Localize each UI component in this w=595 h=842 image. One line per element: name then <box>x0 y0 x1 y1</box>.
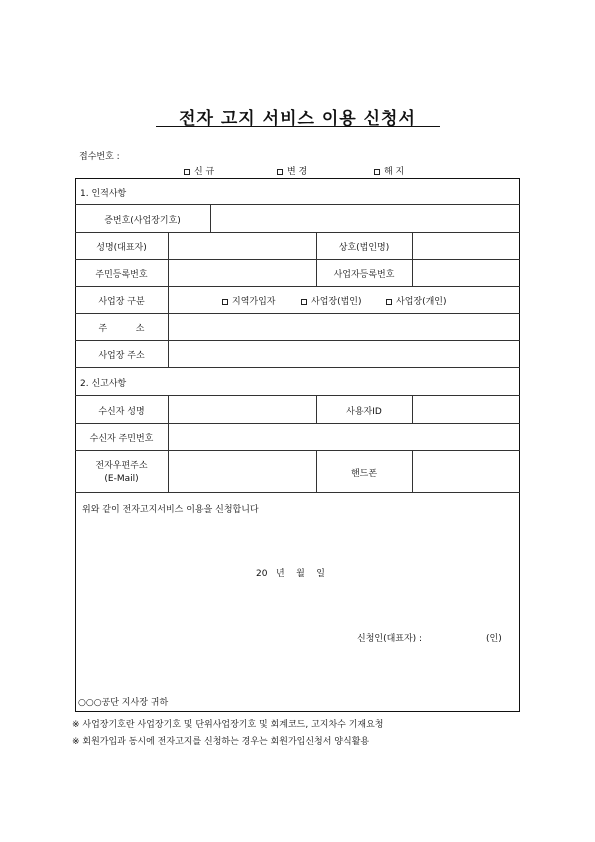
company-field[interactable] <box>413 233 519 259</box>
seal-mark: (인) <box>486 634 502 644</box>
workplace-option-regional[interactable] <box>222 294 275 307</box>
section2-heading: 2. 신고사항 <box>80 379 127 389</box>
option-change-label: 변 경 <box>287 167 308 177</box>
name-label: 성명(대표자) <box>96 243 147 253</box>
user-id-field[interactable] <box>413 396 519 423</box>
option-new[interactable] <box>184 164 214 177</box>
section1-heading: 1. 인적사항 <box>80 189 127 199</box>
address-label: 주 소 <box>98 324 145 334</box>
declaration-text: 위와 같이 전자고지서비스 이용을 신청합니다 <box>82 505 259 515</box>
workplace-address-field[interactable] <box>169 341 519 367</box>
applicant-signature-field[interactable] <box>432 629 486 643</box>
recipient-resident-label: 수신자 주민번호 <box>89 434 154 444</box>
option-cancel-label: 해 지 <box>384 167 405 177</box>
row-divider <box>75 286 520 287</box>
footnote: ※ 회원가입과 동시에 전자고지를 신청하는 경우는 회원가입신청서 양식활용 <box>72 737 370 747</box>
email-label-sub: (E-Mail) <box>104 474 139 484</box>
checkbox-icon <box>374 169 380 175</box>
form-title: 전자 고지 서비스 이용 신청서 <box>179 109 416 129</box>
user-id-label: 사용자ID <box>346 407 382 417</box>
resident-number-field[interactable] <box>169 260 315 286</box>
option-cancel[interactable] <box>374 164 404 177</box>
address-field[interactable] <box>169 314 519 340</box>
company-label: 상호(법인명) <box>338 243 390 253</box>
option-new-label: 신 규 <box>194 167 215 177</box>
receipt-number-label: 접수번호 : <box>79 152 120 162</box>
resident-number-label: 주민등록번호 <box>95 270 148 280</box>
recipient-name-field[interactable] <box>169 396 315 423</box>
workplace-type-label: 사업장 구분 <box>98 297 145 307</box>
date-line: 20 년 월 일 <box>256 569 326 579</box>
workplace-option-corporate-label: 사업장(법인) <box>311 297 362 307</box>
checkbox-icon <box>184 169 190 175</box>
footnote: ※ 사업장기호란 사업장기호 및 단위사업장기호 및 회계코드, 고지차수 기재요청 <box>72 720 384 730</box>
email-field[interactable] <box>169 451 315 492</box>
id-number-field[interactable] <box>211 205 519 232</box>
phone-label: 핸드폰 <box>350 469 378 479</box>
business-reg-field[interactable] <box>413 260 519 286</box>
checkbox-icon <box>386 299 392 305</box>
workplace-option-corporate[interactable] <box>301 294 362 307</box>
row-divider <box>75 492 520 493</box>
title-underline <box>156 126 440 127</box>
checkbox-icon <box>222 299 228 305</box>
applicant-label: 신청인(대표자) : <box>357 634 423 644</box>
recipient-resident-field[interactable] <box>169 424 519 450</box>
checkbox-icon <box>301 299 307 305</box>
workplace-option-regional-label: 지역가입자 <box>232 297 276 307</box>
business-reg-label: 사업자등록번호 <box>333 270 395 280</box>
id-number-label: 증번호(사업장기호) <box>104 216 181 226</box>
addressee: ○○○공단 지사장 귀하 <box>78 698 169 708</box>
option-change[interactable] <box>277 164 307 177</box>
phone-field[interactable] <box>413 451 519 492</box>
workplace-option-individual[interactable] <box>386 294 447 307</box>
workplace-address-label: 사업장 주소 <box>98 351 145 361</box>
email-label: 전자우편주소 <box>95 461 148 471</box>
name-field[interactable] <box>169 233 315 259</box>
recipient-name-label: 수신자 성명 <box>98 407 145 417</box>
checkbox-icon <box>277 169 283 175</box>
row-divider <box>75 367 520 368</box>
workplace-option-individual-label: 사업장(개인) <box>396 297 447 307</box>
